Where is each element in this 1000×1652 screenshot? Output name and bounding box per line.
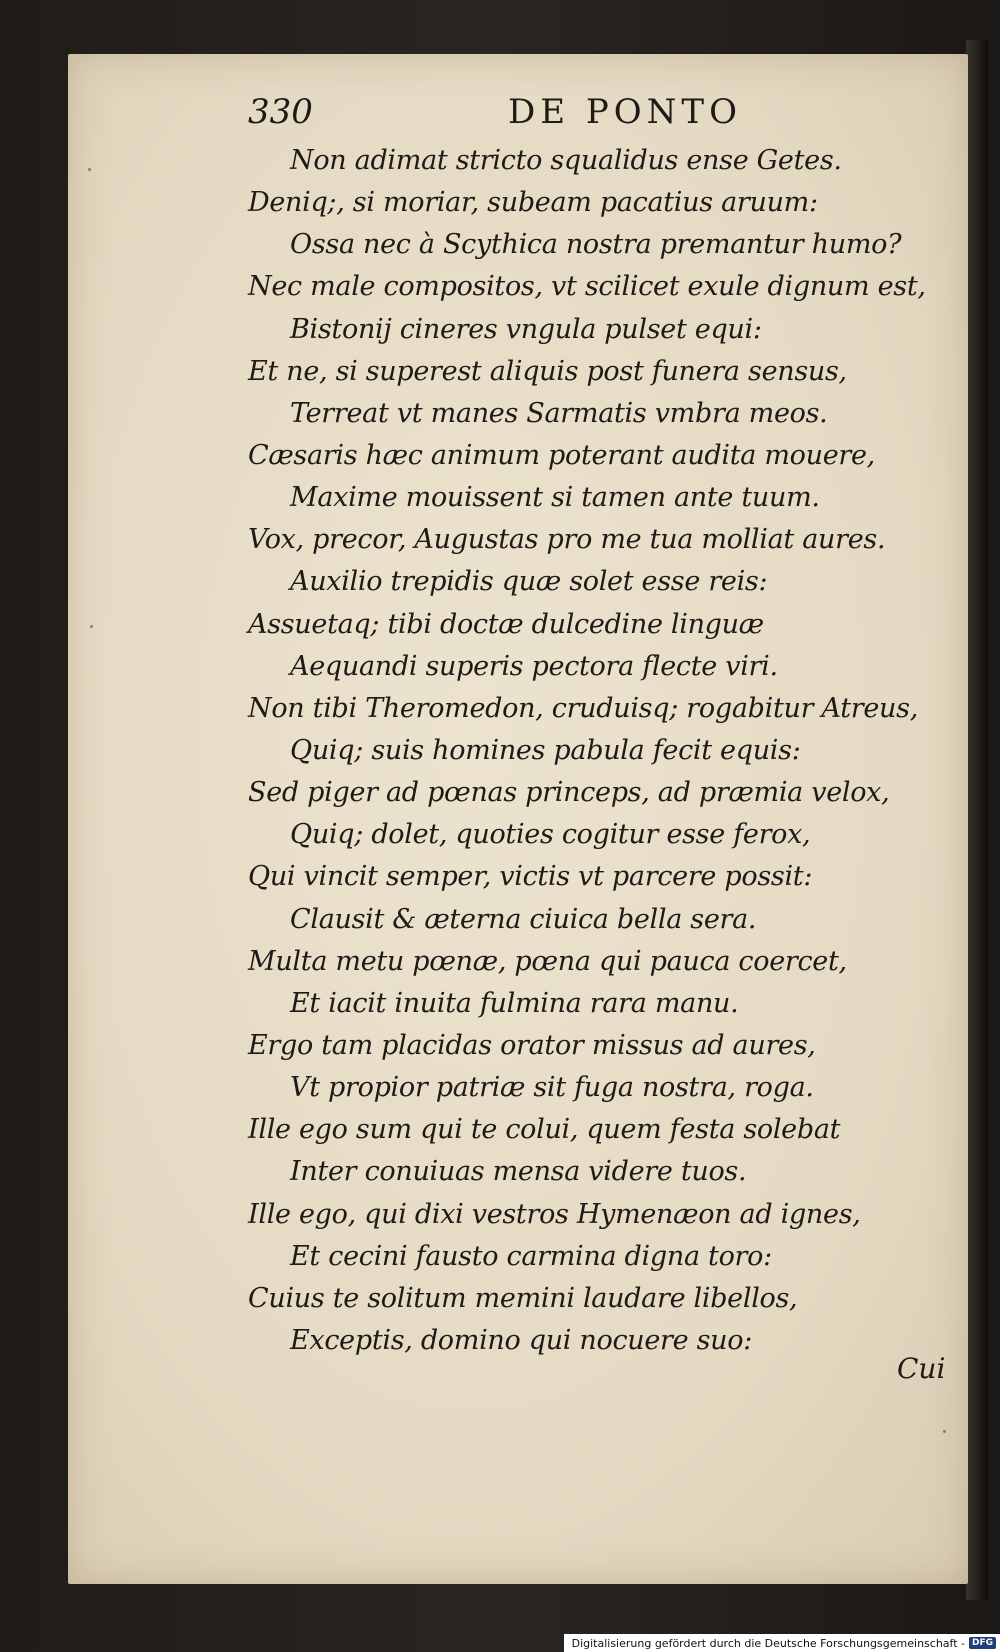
verse-line: Bistonij cineres vngula pulset equi: <box>290 313 762 345</box>
page-number: 330 <box>248 92 313 132</box>
verse-line: Ille ego, qui dixi vestros Hymenæon ad ignes, <box>248 1198 861 1230</box>
verse-line: Vt propior patriæ sit fuga nostra, roga. <box>290 1072 814 1104</box>
verse-line: Ergo tam placidas orator missus ad aures, <box>248 1029 816 1061</box>
verse-line: Non tibi Theromedon, cruduisq; rogabitur Atreus, <box>248 692 918 724</box>
verse-line: Terreat vt manes Sarmatis vmbra meos. <box>290 397 828 429</box>
paper-speck <box>88 168 91 171</box>
verse-line: Non adimat stricto squalidus ense Getes. <box>290 145 842 176</box>
verse-line: Multa metu pœnæ, pœna qui pauca coercet, <box>248 945 847 977</box>
running-title: DE PONTO <box>508 92 742 132</box>
digitization-credit <box>564 1634 1000 1652</box>
verse-line: Vox, precor, Augustas pro me tua molliat aures. <box>248 524 886 556</box>
verse-line: Cuius te solitum memini laudare libellos, <box>248 1282 798 1314</box>
verse-line: Cæsaris hæc animum poterant audita mouere, <box>248 439 875 471</box>
verse-line: Inter conuiuas mensa videre tuos. <box>290 1156 747 1188</box>
verse-text-block <box>248 140 938 1362</box>
verse-line: Clausit & æterna ciuica bella sera. <box>290 903 757 935</box>
credit-text: Digitalisierung gefördert durch die Deutsche Forschungsgemeinschaft - <box>571 1636 965 1650</box>
verse-line: Nec male compositos, vt scilicet exule dignum est, <box>248 271 926 303</box>
paper-speck <box>90 625 93 628</box>
verse-line: Ossa nec à Scythica nostra premantur humo? <box>290 229 902 261</box>
verse-line: Et iacit inuita fulmina rara manu. <box>290 987 739 1019</box>
verse-line: Et cecini fausto carmina digna toro: <box>290 1240 772 1272</box>
dfg-logo: DFG <box>969 1637 996 1649</box>
verse-line: Aequandi superis pectora flecte viri. <box>290 650 778 682</box>
verse-line: Exceptis, domino qui nocuere suo: <box>290 1324 753 1356</box>
verse-line: Qui vincit semper, victis vt parcere possit: <box>248 861 813 893</box>
verse-line: Ille ego sum qui te colui, quem festa solebat <box>248 1114 841 1146</box>
verse-line: Quiq; suis homines pabula fecit equis: <box>290 734 801 766</box>
verse-line: Et ne, si superest aliquis post funera sensus, <box>248 355 847 387</box>
verse-line: Assuetaq; tibi doctæ dulcedine linguæ <box>248 608 764 640</box>
page-header <box>248 92 768 142</box>
verse-line: Quiq; dolet, quoties cogitur esse ferox, <box>290 819 811 851</box>
verse-line: Maxime mouissent si tamen ante tuum. <box>290 482 820 514</box>
verse-line: Deniq;, si moriar, subeam pacatius aruum: <box>248 187 818 219</box>
verse-line: Sed piger ad pœnas princeps, ad præmia velox, <box>248 777 890 809</box>
catchword: Cui <box>897 1352 946 1385</box>
verse-line: Auxilio trepidis quæ solet esse reis: <box>290 566 768 598</box>
book-page-edge <box>966 40 988 1600</box>
paper-speck <box>943 1430 946 1433</box>
